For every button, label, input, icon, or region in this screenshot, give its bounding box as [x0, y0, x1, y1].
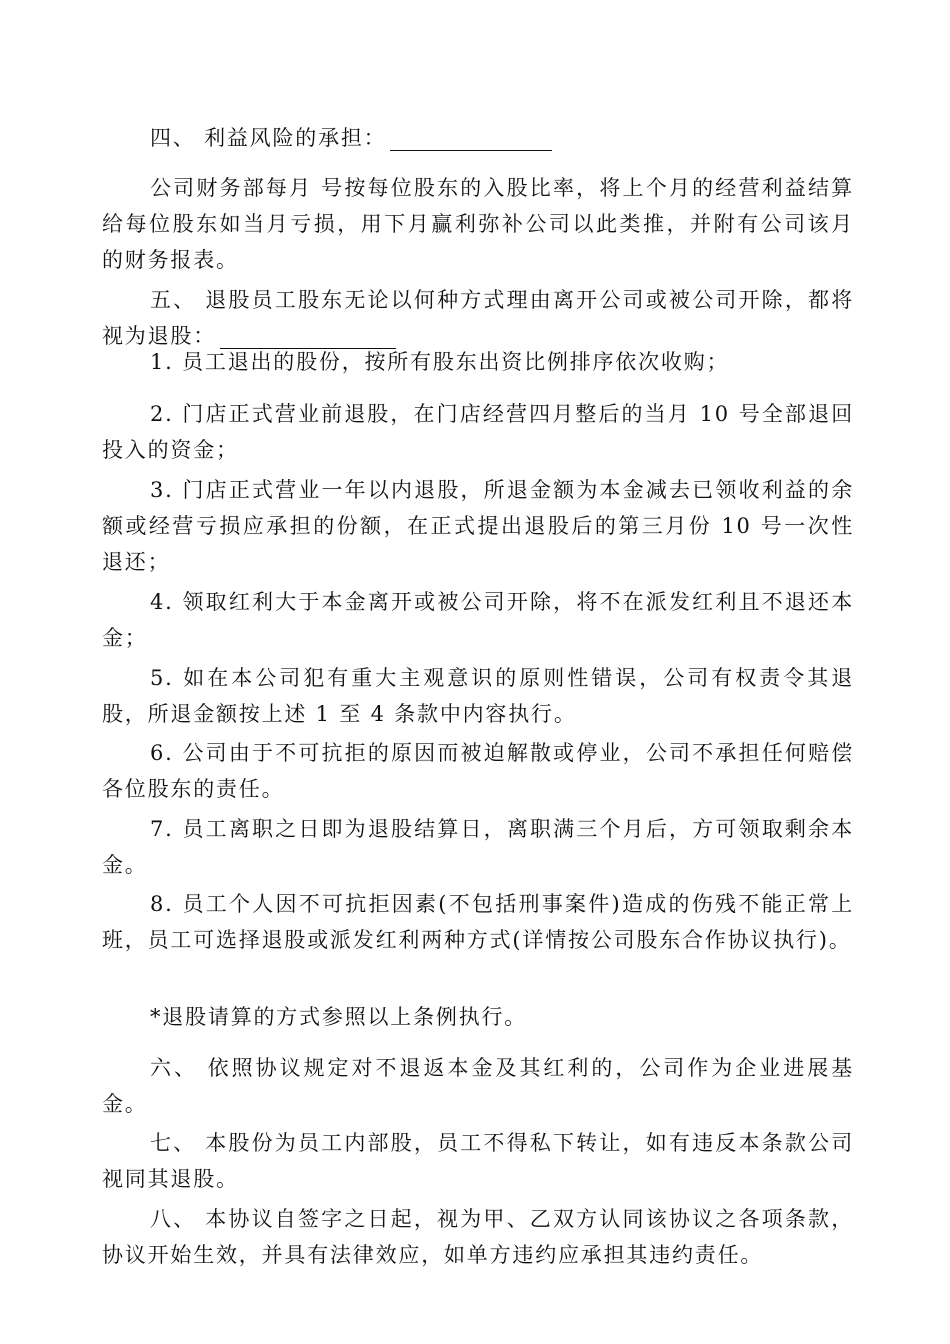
note-paragraph: *退股请算的方式参照以上条例执行。 — [150, 1005, 528, 1029]
clause-3: 3. 门店正式营业一年以内退股，所退金额为本金减去已领收利益的余额或经营亏损应承担的份额，在正式提出退股后的第三月份 10 号一次性退还； — [102, 478, 854, 574]
clause-2: 2. 门店正式营业前退股，在门店经营四月整后的当月 10 号全部退回投入的资金； — [102, 402, 854, 462]
section-four-heading: 四、 利益风险的承担： — [102, 120, 854, 156]
clause-4: 4. 领取红利大于本金离开或被公司开除，将不在派发红利且不退还本金； — [102, 590, 854, 650]
profit-settlement-paragraph: 公司财务部每月 号按每位股东的入股比率，将上个月的经营利益结算给每位股东如当月亏损，用下月赢利弥补公司以此类推，并附有公司该月的财务报表。 — [102, 176, 854, 272]
section-five-heading: 五、 退股员工股东无论以何种方式理由离开公司或被公司开除，都将视为退股： — [102, 288, 854, 348]
clause-5: 5. 如在本公司犯有重大主观意识的原则性错误，公司有权责令其退股，所退金额按上述 1 至 4 条款中内容执行。 — [102, 666, 854, 726]
section-seven: 七、 本股份为员工内部股，员工不得私下转让，如有违反本条款公司视同其退股。 — [102, 1131, 854, 1191]
section-eight: 八、 本协议自签字之日起，视为甲、乙双方认同该协议之各项条款，协议开始生效，并具有法律效应，如单方违约应承担其违约责任。 — [102, 1207, 854, 1267]
clause-1: 1. 员工退出的股份，按所有股东出资比例排序依次收购； — [150, 350, 730, 374]
clause-6: 6. 公司由于不可抗拒的原因而被迫解散或停业，公司不承担任何赔偿各位股东的责任。 — [102, 741, 854, 801]
clause-7: 7. 员工离职之日即为退股结算日，离职满三个月后，方可领取剩余本金。 — [102, 817, 854, 877]
clause-8: 8. 员工个人因不可抗拒因素(不包括刑事案件)造成的伤残不能正常上班，员工可选择退股或派发红利两种方式(详情按公司股东合作协议执行)。 — [102, 892, 854, 952]
fill-in-blank — [390, 126, 552, 151]
section-six: 六、 依照协议规定对不退返本金及其红利的，公司作为企业进展基金。 — [102, 1056, 854, 1116]
